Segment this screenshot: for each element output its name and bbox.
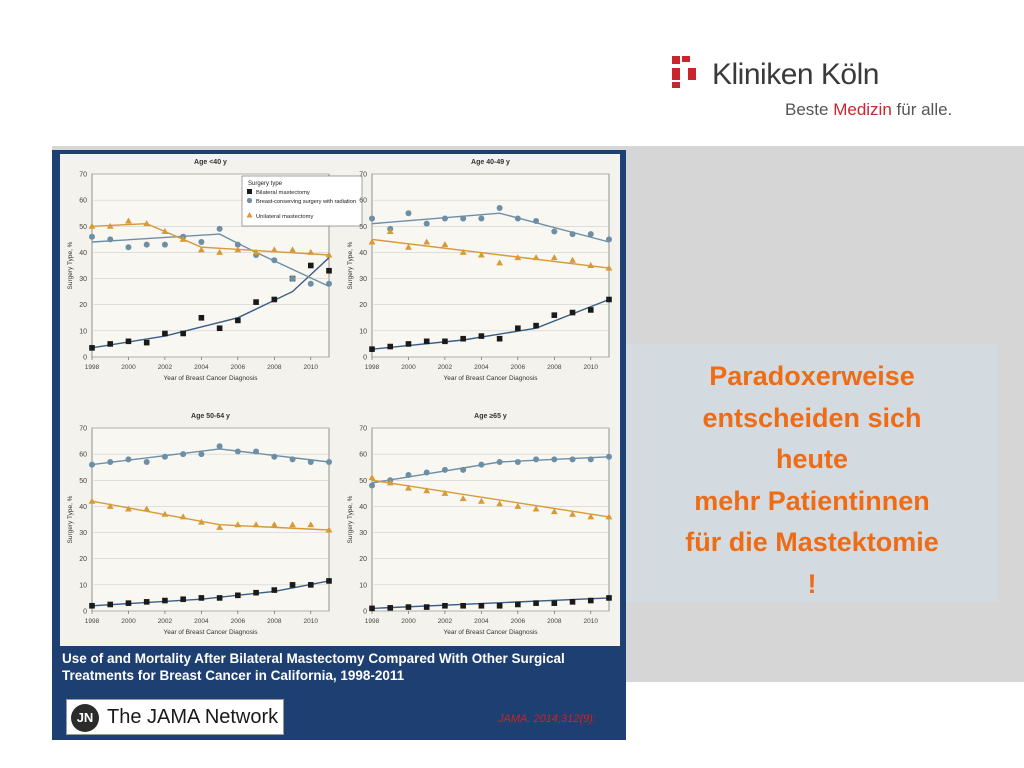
- callout-line: mehr Patientinnen: [694, 485, 930, 516]
- x-tick-label: 2000: [121, 364, 136, 371]
- data-point-circle: [326, 281, 332, 287]
- data-point-square: [497, 603, 503, 609]
- data-point-square: [387, 605, 393, 611]
- data-point-square: [235, 593, 241, 599]
- x-tick-label: 2002: [437, 364, 453, 371]
- plot-area: [372, 428, 609, 611]
- data-point-circle: [588, 456, 594, 462]
- data-point-square: [217, 595, 223, 601]
- data-point-circle: [369, 483, 375, 489]
- chart-grid: [60, 154, 620, 646]
- y-tick-label: 40: [359, 249, 367, 257]
- data-point-circle: [271, 257, 277, 263]
- data-point-circle: [162, 242, 168, 248]
- jama-citation: JAMA. 2014;312(9):: [498, 713, 596, 725]
- logo-tagline: [785, 100, 952, 120]
- data-point-square: [570, 599, 576, 605]
- x-axis-label: Year of Breast Cancer Diagnosis: [163, 375, 258, 382]
- x-tick-label: 2002: [157, 364, 173, 371]
- y-tick-label: 50: [79, 477, 87, 485]
- data-point-circle: [460, 467, 466, 473]
- data-point-circle: [424, 221, 430, 227]
- y-tick-label: 0: [363, 354, 367, 362]
- logo-mark-icon: [666, 54, 706, 94]
- data-point-circle: [551, 456, 557, 462]
- callout-line: entscheiden sich: [702, 402, 922, 433]
- data-point-square: [588, 598, 594, 604]
- x-tick-label: 1998: [364, 618, 380, 625]
- callout-text: [626, 356, 998, 605]
- data-point-square: [570, 310, 576, 316]
- data-point-square: [253, 590, 259, 596]
- data-point-circle: [533, 218, 539, 224]
- x-tick-label: 2010: [583, 364, 599, 371]
- data-point-circle: [478, 462, 484, 468]
- x-tick-label: 2006: [510, 618, 526, 625]
- data-point-circle: [405, 472, 411, 478]
- jama-logo-icon: JN: [71, 704, 99, 732]
- legend-label: Bilateral mastectomy: [256, 190, 310, 196]
- data-point-circle: [588, 231, 594, 237]
- y-axis-label: Surgery Type, %: [347, 495, 354, 544]
- data-point-circle: [89, 234, 95, 240]
- chart-panel: [67, 413, 332, 636]
- x-tick-label: 2000: [121, 618, 136, 625]
- y-tick-label: 20: [79, 556, 87, 564]
- data-point-circle: [125, 244, 131, 250]
- x-tick-label: 2004: [194, 364, 209, 371]
- y-tick-label: 40: [359, 503, 367, 511]
- data-point-square: [460, 603, 466, 609]
- y-tick-label: 50: [359, 223, 367, 231]
- data-point-square: [89, 345, 95, 351]
- callout-line: heute: [775, 444, 848, 474]
- x-tick-label: 2000: [401, 364, 416, 371]
- x-axis-label: Year of Breast Cancer Diagnosis: [163, 629, 258, 636]
- plot-area: [372, 174, 609, 357]
- x-tick-label: 2008: [547, 364, 562, 371]
- x-tick-label: 2008: [547, 618, 562, 625]
- data-point-square: [326, 268, 332, 274]
- data-point-circle: [606, 454, 612, 460]
- data-point-square: [126, 339, 132, 345]
- data-point-circle: [125, 456, 131, 462]
- data-point-circle: [308, 459, 314, 465]
- data-point-square: [162, 331, 168, 337]
- data-point-square: [272, 297, 278, 303]
- data-point-square: [424, 604, 430, 610]
- data-point-square: [460, 336, 466, 342]
- data-point-square: [107, 602, 113, 608]
- y-tick-label: 10: [79, 328, 87, 336]
- y-tick-label: 40: [79, 249, 87, 257]
- y-tick-label: 60: [79, 197, 87, 205]
- x-tick-label: 2006: [510, 364, 526, 371]
- x-axis-label: Year of Breast Cancer Diagnosis: [443, 375, 538, 382]
- y-tick-label: 0: [83, 608, 87, 616]
- chart-title: Age ≥65 y: [474, 413, 507, 420]
- data-point-square: [606, 297, 612, 303]
- x-tick-label: 2008: [267, 364, 282, 371]
- data-point-circle: [551, 229, 557, 235]
- data-point-square: [89, 603, 95, 609]
- data-point-square: [369, 606, 375, 612]
- data-point-square: [180, 331, 186, 337]
- data-point-square: [126, 600, 132, 606]
- kliniken-koeln-logo: [662, 50, 982, 125]
- data-point-square: [533, 323, 539, 329]
- data-point-square: [308, 263, 314, 269]
- data-point-square: [144, 599, 150, 605]
- data-point-circle: [497, 205, 503, 211]
- y-tick-label: 40: [79, 503, 87, 511]
- y-tick-label: 70: [359, 425, 367, 433]
- data-point-square: [326, 578, 332, 584]
- chart-panel: [67, 159, 362, 382]
- y-axis-label: Surgery Type, %: [67, 495, 74, 544]
- data-point-square: [552, 600, 558, 606]
- data-point-circle: [290, 456, 296, 462]
- data-point-square: [515, 325, 521, 331]
- x-tick-label: 1998: [364, 364, 380, 371]
- chart-title: Age 50-64 y: [191, 413, 230, 420]
- tagline-part2: für alle.: [891, 100, 953, 119]
- data-point-circle: [162, 454, 168, 460]
- chart-svg: [60, 154, 620, 646]
- y-tick-label: 10: [359, 582, 367, 590]
- y-tick-label: 70: [79, 171, 87, 179]
- data-point-circle: [180, 451, 186, 457]
- data-point-square: [424, 339, 430, 345]
- data-point-circle: [198, 451, 204, 457]
- data-point-circle: [235, 449, 241, 455]
- y-tick-label: 10: [359, 328, 367, 336]
- x-tick-label: 2010: [583, 618, 599, 625]
- data-point-circle: [606, 236, 612, 242]
- data-point-circle: [217, 226, 223, 232]
- callout-line: für die Mastektomie: [685, 527, 939, 557]
- data-point-square: [442, 603, 448, 609]
- data-point-square: [290, 582, 296, 588]
- figure-caption: Use of and Mortality After Bilateral Mastectomy Compared With Other Surgical Treatments for Breast Cancer in California, 1998-2011: [62, 651, 565, 683]
- y-axis-label: Surgery Type, %: [347, 241, 354, 290]
- data-point-square: [253, 299, 259, 305]
- data-point-square: [479, 333, 485, 339]
- y-tick-label: 70: [79, 425, 87, 433]
- y-tick-label: 50: [359, 477, 367, 485]
- data-point-circle: [144, 242, 150, 248]
- y-tick-label: 60: [79, 451, 87, 459]
- callout-line: !: [807, 568, 817, 599]
- data-point-square: [479, 603, 485, 609]
- data-point-circle: [405, 210, 411, 216]
- y-axis-label: Surgery Type, %: [67, 241, 74, 290]
- data-point-square: [552, 312, 558, 318]
- data-point-square: [235, 318, 241, 324]
- y-tick-label: 20: [79, 302, 87, 310]
- y-tick-label: 70: [359, 171, 367, 179]
- data-point-circle: [107, 459, 113, 465]
- data-point-circle: [107, 236, 113, 242]
- chart-title: Age 40-49 y: [471, 159, 510, 166]
- chart-panel: [347, 413, 612, 636]
- data-point-square: [272, 587, 278, 593]
- data-point-square: [180, 596, 186, 602]
- chart-panel: [347, 159, 612, 382]
- data-point-square: [497, 336, 503, 342]
- data-point-circle: [442, 467, 448, 473]
- y-tick-label: 30: [79, 276, 87, 284]
- data-point-circle: [217, 443, 223, 449]
- data-point-circle: [497, 459, 503, 465]
- chart-title: Age <40 y: [194, 159, 227, 166]
- y-tick-label: 60: [359, 197, 367, 205]
- data-point-square: [442, 339, 448, 345]
- data-point-circle: [290, 276, 296, 282]
- x-tick-label: 1998: [84, 364, 100, 371]
- data-point-square: [144, 340, 150, 346]
- data-point-circle: [308, 281, 314, 287]
- data-point-circle: [369, 215, 375, 221]
- x-tick-label: 2010: [303, 618, 319, 625]
- x-tick-label: 2004: [474, 364, 489, 371]
- y-tick-label: 30: [79, 530, 87, 538]
- data-point-circle: [570, 231, 576, 237]
- data-point-circle: [271, 454, 277, 460]
- x-tick-label: 2004: [474, 618, 489, 625]
- data-point-circle: [424, 469, 430, 475]
- x-tick-label: 2000: [401, 618, 416, 625]
- data-point-square: [107, 341, 113, 347]
- callout-box: [626, 344, 998, 602]
- legend-label: Breast-conserving surgery with radiation: [256, 199, 356, 205]
- data-point-circle: [198, 239, 204, 245]
- data-point-circle: [253, 449, 259, 455]
- legend-marker: [247, 189, 252, 194]
- callout-line: Paradoxerweise: [709, 361, 915, 391]
- legend-label: Unilateral mastectomy: [256, 214, 314, 220]
- data-point-square: [369, 346, 375, 352]
- data-point-circle: [478, 215, 484, 221]
- data-point-square: [199, 315, 205, 321]
- data-point-circle: [570, 456, 576, 462]
- data-point-square: [217, 325, 223, 331]
- y-tick-label: 50: [79, 223, 87, 231]
- jama-publisher-name: The JAMA Network: [107, 706, 279, 728]
- x-tick-label: 2002: [157, 618, 173, 625]
- data-point-circle: [533, 456, 539, 462]
- y-tick-label: 20: [359, 302, 367, 310]
- y-tick-label: 30: [359, 276, 367, 284]
- logo-name: Kliniken Köln: [712, 58, 879, 91]
- data-point-circle: [460, 215, 466, 221]
- data-point-square: [406, 341, 412, 347]
- x-tick-label: 2004: [194, 618, 209, 625]
- data-point-square: [533, 600, 539, 606]
- y-tick-label: 30: [359, 530, 367, 538]
- x-tick-label: 1998: [84, 618, 100, 625]
- data-point-square: [606, 595, 612, 601]
- data-point-circle: [144, 459, 150, 465]
- tagline-accent: Medizin: [833, 100, 892, 119]
- data-point-circle: [89, 462, 95, 468]
- x-tick-label: 2006: [230, 618, 246, 625]
- x-axis-label: Year of Breast Cancer Diagnosis: [443, 629, 538, 636]
- data-point-square: [199, 595, 205, 601]
- data-point-square: [406, 604, 412, 610]
- legend-marker: [247, 198, 252, 203]
- y-tick-label: 0: [363, 608, 367, 616]
- y-tick-label: 20: [359, 556, 367, 564]
- chart-legend: [242, 176, 362, 226]
- x-tick-label: 2010: [303, 364, 319, 371]
- data-point-circle: [515, 215, 521, 221]
- data-point-circle: [442, 215, 448, 221]
- x-tick-label: 2006: [230, 364, 246, 371]
- data-point-square: [387, 344, 393, 350]
- y-tick-label: 0: [83, 354, 87, 362]
- legend-title: Surgery type: [248, 181, 283, 187]
- y-tick-label: 60: [359, 451, 367, 459]
- jama-network-badge: [66, 699, 284, 735]
- data-point-square: [308, 582, 314, 588]
- data-point-circle: [326, 459, 332, 465]
- data-point-square: [515, 602, 521, 608]
- data-point-circle: [515, 459, 521, 465]
- tagline-part1: Beste: [785, 100, 834, 119]
- x-tick-label: 2002: [437, 618, 453, 625]
- data-point-square: [588, 307, 594, 313]
- x-tick-label: 2008: [267, 618, 282, 625]
- jama-figure: [52, 150, 626, 740]
- y-tick-label: 10: [79, 582, 87, 590]
- data-point-square: [162, 598, 168, 604]
